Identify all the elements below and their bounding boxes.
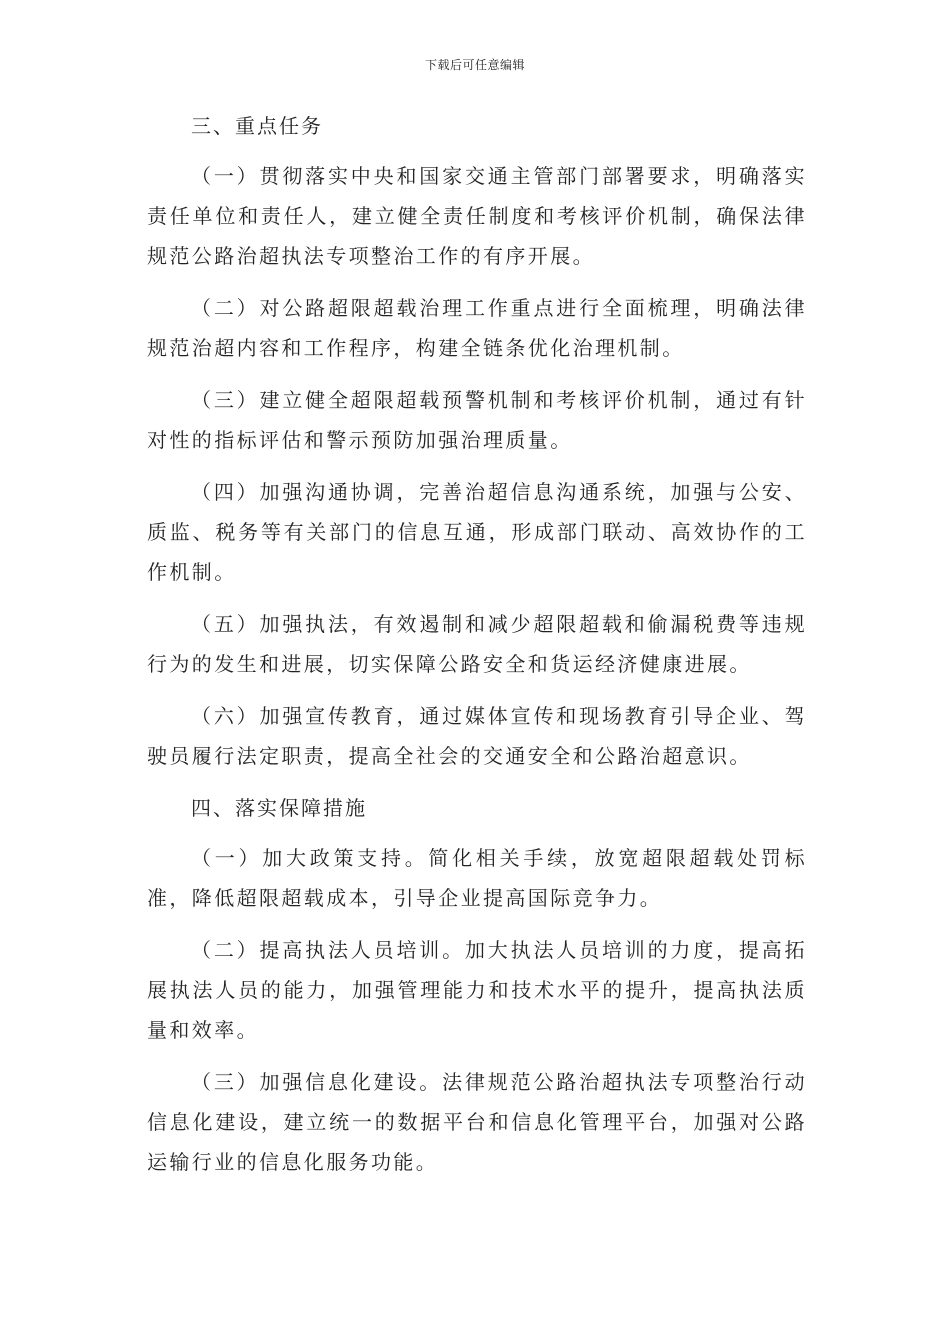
paragraph: （三）加强信息化建设。法律规范公路治超执法专项整治行动信息化建设，建立统一的数据平台和信息化管理平台，加强对公路运输行业的信息化服务功能。 [147,1070,807,1174]
paragraph: （一）加大政策支持。简化相关手续，放宽超限超载处罚标准，降低超限超载成本，引导企业提高国际竞争力。 [147,846,807,910]
paragraph: （二）提高执法人员培训。加大执法人员培训的力度，提高拓展执法人员的能力，加强管理能力和技术水平的提升，提高执法质量和效率。 [147,938,807,1042]
paragraph: （三）建立健全超限超载预警机制和考核评价机制，通过有针对性的指标评估和警示预防加强治理质量。 [147,388,807,452]
paragraph: （五）加强执法，有效遏制和减少超限超载和偷漏税费等违规行为的发生和进展，切实保障公路安全和货运经济健康进展。 [147,612,807,676]
document-body [147,106,807,1194]
section-heading-key-tasks: 三、重点任务 [191,114,323,138]
paragraph: （一）贯彻落实中央和国家交通主管部门部署要求，明确落实责任单位和责任人，建立健全责任制度和考核评价机制，确保法律规范公路治超执法专项整治工作的有序开展。 [147,164,807,268]
paragraph: （六）加强宣传教育，通过媒体宣传和现场教育引导企业、驾驶员履行法定职责，提高全社会的交通安全和公路治超意识。 [147,704,807,768]
paragraph: （二）对公路超限超载治理工作重点进行全面梳理，明确法律规范治超内容和工作程序，构建全链条优化治理机制。 [147,296,807,360]
paragraph: （四）加强沟通协调，完善治超信息沟通系统，加强与公安、质监、税务等有关部门的信息互通，形成部门联动、高效协作的工作机制。 [147,480,807,584]
section-heading-safeguards: 四、落实保障措施 [191,796,367,820]
page-header: 下载后可任意编辑 [424,58,525,72]
